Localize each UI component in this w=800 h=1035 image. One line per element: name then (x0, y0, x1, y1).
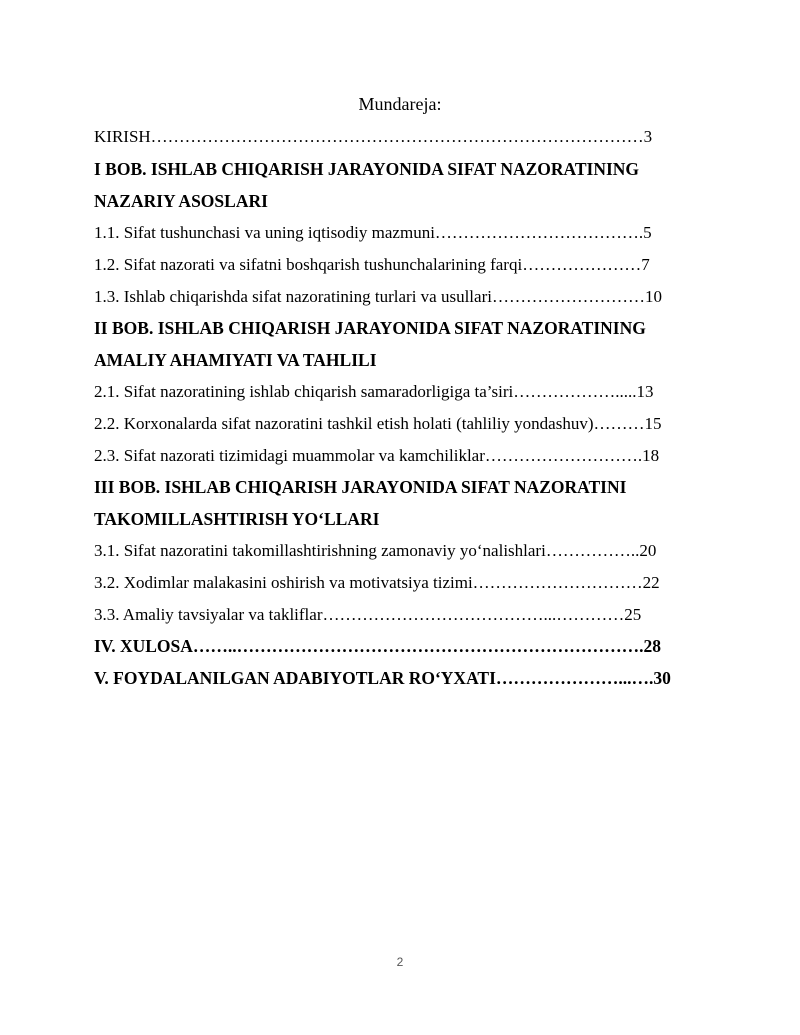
toc-entry-adabiyotlar: V. FOYDALANILGAN ADABIYOTLAR RO‘YXATI…………………...….30 (94, 668, 671, 688)
toc-entry-2-1: 2.1. Sifat nazoratining ishlab chiqarish samaradorligiga ta’siri……………….....13 (94, 382, 654, 401)
toc-chapter-3-title-cont: TAKOMILLASHTIRISH YO‘LLARI (94, 509, 380, 529)
toc-chapter-1-title: I BOB. ISHLAB CHIQARISH JARAYONIDA SIFAT NAZORATINING (94, 159, 640, 179)
page-number: 2 (396, 955, 404, 969)
toc-entry-3-3: 3.3. Amaliy tavsiyalar va takliflar…………………………………...…………25 (94, 605, 642, 624)
toc-entry-2-2: 2.2. Korxonalarda sifat nazoratini tashkil etish holati (tahliliy yondashuv)………15 (94, 414, 662, 433)
toc-entry-kirish: KIRISH……………………………………………………………………………3 (94, 127, 653, 146)
toc-entry-1-2: 1.2. Sifat nazorati va sifatni boshqarish tushunchalarining farqi…………………7 (94, 255, 650, 274)
toc-chapter-3-title: III BOB. ISHLAB CHIQARISH JARAYONIDA SIFAT NAZORATINI (94, 477, 627, 497)
toc-chapter-2-title: II BOB. ISHLAB CHIQARISH JARAYONIDA SIFAT NAZORATINING (94, 318, 646, 338)
toc-entry-3-2: 3.2. Xodimlar malakasini oshirish va motivatsiya tizimi…………………………22 (94, 573, 660, 592)
toc-entry-1-3: 1.3. Ishlab chiqarishda sifat nazoratining turlari va usullari………………………10 (94, 287, 662, 306)
toc-chapter-1-title-cont: NAZARIY ASOSLARI (94, 191, 268, 211)
toc-entry-2-3: 2.3. Sifat nazorati tizimidagi muammolar va kamchiliklar……………………….18 (94, 446, 660, 465)
page-title: Mundareja: (358, 94, 442, 114)
toc-entry-xulosa: IV. XULOSA……..…………………………………………………………….28 (94, 636, 661, 656)
toc-entry-3-1: 3.1. Sifat nazoratini takomillashtirishning zamonaviy yo‘nalishlari……………..20 (94, 541, 657, 560)
toc-chapter-2-title-cont: AMALIY AHAMIYATI VA TAHLILI (94, 350, 377, 370)
toc-entry-1-1: 1.1. Sifat tushunchasi va uning iqtisodiy mazmuni……………………………….5 (94, 223, 652, 242)
